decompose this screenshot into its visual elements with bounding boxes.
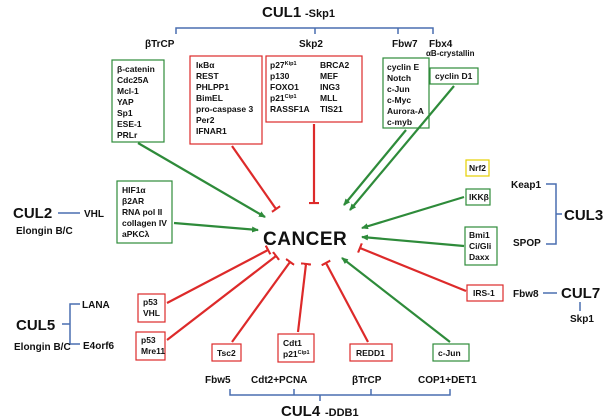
cul1-adaptor-btrcp: βTrCP xyxy=(145,39,175,50)
cul3-adaptor-spop: SPOP xyxy=(513,238,541,249)
cul4-adaptor-cop1-det1: COP1+DET1 xyxy=(418,375,477,386)
target-item: REST xyxy=(196,71,219,81)
cul4-bracket xyxy=(230,389,450,401)
center-label: CANCER xyxy=(263,229,348,250)
target-item: Daxx xyxy=(469,252,490,262)
target-item: TIS21 xyxy=(320,104,343,114)
cul1-adaptor-fbw7: Fbw7 xyxy=(392,39,418,50)
cul7-title: CUL7 xyxy=(561,285,601,302)
cul3-adaptor-keap1: Keap1 xyxy=(511,180,542,191)
cul1-adaptor-fbx4: Fbx4 xyxy=(429,39,453,50)
box-skp2-red xyxy=(266,56,362,122)
cul4-adaptor-btrcp: βTrCP xyxy=(352,375,382,386)
target-item-text: p27 xyxy=(270,60,285,70)
target-item: Mre11 xyxy=(141,346,166,356)
target-item: IκBα xyxy=(196,60,215,70)
cul4-group xyxy=(205,334,477,418)
target-item-sup: Cip1 xyxy=(297,350,310,356)
target-item: cyclin D1 xyxy=(435,71,473,81)
target-item: IKKβ xyxy=(469,192,489,202)
cul1-adaptor-skp2: Skp2 xyxy=(299,39,323,50)
target-item: MLL xyxy=(320,93,338,103)
target-item: BRCA2 xyxy=(320,60,350,70)
target-item: cyclin E xyxy=(387,62,420,72)
target-item: REDD1 xyxy=(356,348,385,358)
arrow-fbw7 xyxy=(344,130,406,205)
cul2-subtitle: Elongin B/C xyxy=(16,226,73,237)
target-item: HIF1α xyxy=(122,185,146,195)
cul4-title: CUL4 xyxy=(281,403,321,418)
target-item: PRLr xyxy=(117,130,138,140)
target-item: ING3 xyxy=(320,82,340,92)
target-item: p53 xyxy=(141,335,156,345)
target-item: Tsc2 xyxy=(217,348,236,358)
cul2-adaptor-vhl: VHL xyxy=(84,209,104,220)
inhibit-btrcp-red xyxy=(232,146,276,209)
cul5-adaptor-e4orf6: E4orf6 xyxy=(83,341,115,352)
target-item: Aurora-A xyxy=(387,106,424,116)
cul1-bracket xyxy=(176,28,433,34)
target-item: c-Myc xyxy=(387,95,412,105)
cul7-adaptor-fbw8: Fbw8 xyxy=(513,289,539,300)
cul7-subtitle: Skp1 xyxy=(570,314,594,325)
target-item: Sp1 xyxy=(117,108,133,118)
target-item: c-Jun xyxy=(438,348,461,358)
inhibit-redd1 xyxy=(326,263,368,342)
cul5-bracket xyxy=(62,304,80,344)
inhibit-e4orf6 xyxy=(167,256,276,340)
cul3-title: CUL3 xyxy=(564,207,604,224)
cul1-group xyxy=(145,4,475,58)
inhibit-tsc2 xyxy=(232,262,290,342)
target-item-text: p21 xyxy=(270,93,285,103)
target-item: aPKCλ xyxy=(122,229,150,239)
target-item: Ci/Gli xyxy=(469,241,492,251)
target-item: Nrf2 xyxy=(469,163,487,173)
target-item: RNA pol II xyxy=(122,207,163,217)
box-btrcp-green xyxy=(112,60,164,142)
target-item: c-Jun xyxy=(387,84,410,94)
target-item: IRS-1 xyxy=(473,288,495,298)
target-item: Per2 xyxy=(196,115,215,125)
cul1-title-sub: -Skp1 xyxy=(305,8,335,20)
cul5-title: CUL5 xyxy=(16,317,56,334)
target-item: PHLPP1 xyxy=(196,82,230,92)
target-item: IFNAR1 xyxy=(196,126,227,136)
cul4-adaptor-cdt2-pcna: Cdt2+PCNA xyxy=(251,375,308,386)
target-item: p53 xyxy=(143,297,158,307)
cul5-adaptor-lana: LANA xyxy=(82,300,110,311)
cul7-group xyxy=(467,285,600,325)
cul5-subtitle: Elongin B/C xyxy=(14,342,71,353)
target-item: β-catenin xyxy=(117,64,155,74)
target-item: FOXO1 xyxy=(270,82,299,92)
cul3-group xyxy=(465,160,603,265)
target-item: c-myb xyxy=(387,117,413,127)
arrow-vhl xyxy=(174,223,258,230)
target-item: RASSF1A xyxy=(270,104,310,114)
cul5-group xyxy=(14,294,165,360)
target-item-sup: Cip1 xyxy=(284,94,297,100)
target-item: ESE-1 xyxy=(117,119,142,129)
target-item: Mcl-1 xyxy=(117,86,139,96)
target-item: YAP xyxy=(117,97,134,107)
inhibit-lana xyxy=(167,250,268,303)
arrow-spop xyxy=(362,237,464,246)
target-item: pro-caspase 3 xyxy=(196,104,254,114)
target-item: Bmi1 xyxy=(469,230,490,240)
target-item-text: p21 xyxy=(283,349,298,359)
arrow-cjun xyxy=(342,258,450,342)
target-item: β2AR xyxy=(122,196,145,206)
cul2-group xyxy=(13,181,172,243)
target-item: BimEL xyxy=(196,93,223,103)
box-fbw7-green xyxy=(383,58,429,128)
box-fbx4-green xyxy=(430,68,478,84)
target-item: Cdt1 xyxy=(283,338,302,348)
target-item-sup: Kip1 xyxy=(284,61,297,67)
target-item: MEF xyxy=(320,71,338,81)
target-item: Notch xyxy=(387,73,412,83)
fbx4-subtitle: αB-crystallin xyxy=(426,49,475,58)
target-item: VHL xyxy=(143,308,160,318)
cul4-adaptor-fbw5: Fbw5 xyxy=(205,375,231,386)
cul1-title: CUL1 xyxy=(262,4,302,21)
cul3-bracket xyxy=(546,184,562,244)
cul4-title-sub: -DDB1 xyxy=(325,407,359,418)
cul2-title: CUL2 xyxy=(13,205,53,222)
target-item: Cdc25A xyxy=(117,75,149,85)
target-item: collagen IV xyxy=(122,218,167,228)
inhibit-cdt2 xyxy=(298,264,306,332)
target-item: p130 xyxy=(270,71,290,81)
box-btrcp-red xyxy=(190,56,262,144)
arrow-ikkb xyxy=(362,197,464,228)
